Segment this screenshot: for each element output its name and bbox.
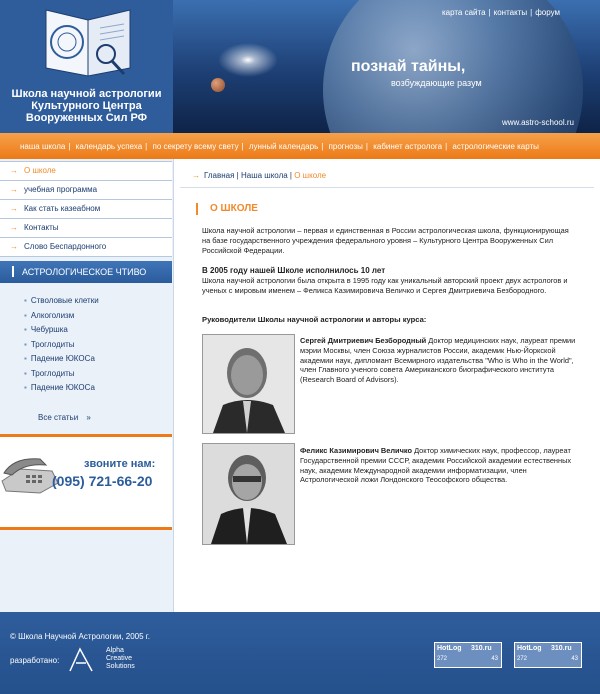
section-title: АСТРОЛОГИЧЕСКОЕ ЧТИВО — [22, 267, 147, 277]
sidebar-item-label: Контакты — [24, 223, 59, 232]
portrait-image — [203, 335, 294, 433]
dev-name-line: Solutions — [106, 663, 135, 670]
leaders-heading: Руководители Школы научной астрологии и авторы курса: — [202, 315, 427, 324]
bullet-icon: ▪ — [24, 368, 27, 378]
logo-line-3: Вооруженных Сил РФ — [25, 112, 148, 124]
dev-name-line: Creative — [106, 655, 133, 662]
developed-label: разработано: — [10, 656, 60, 665]
list-item[interactable] — [24, 325, 99, 340]
sidebar — [0, 159, 174, 612]
call-box — [0, 434, 172, 530]
double-arrow-icon: » — [86, 413, 91, 422]
sidebar-item-become[interactable] — [0, 199, 172, 218]
list-item[interactable] — [24, 296, 99, 311]
arrow-icon: → — [10, 166, 18, 175]
nav-astro-charts[interactable]: астрологические карты — [452, 142, 539, 151]
developer-logo-icon[interactable] — [66, 645, 96, 675]
article-list — [24, 296, 99, 398]
list-item[interactable] — [24, 369, 99, 384]
hotlog-counter[interactable] — [434, 642, 502, 668]
logo-line-1: Школа научной астрологии — [11, 88, 162, 100]
article-link[interactable]: Падение ЮКОСа — [30, 383, 95, 392]
person-photo — [202, 443, 295, 545]
developer-name[interactable] — [106, 647, 135, 671]
logo-line-2: Культурного Центра — [31, 100, 142, 112]
arrow-icon: → — [10, 242, 18, 251]
sidebar-item-label: Слово Беспардонного — [24, 242, 107, 251]
person-name: Феликс Казимирович Величко — [300, 446, 413, 455]
star-image — [213, 40, 283, 80]
slogan-main: познай тайны, — [351, 58, 466, 75]
arrow-icon: → — [192, 171, 200, 180]
arrow-icon: → — [10, 204, 18, 213]
section-bar-icon — [12, 266, 14, 277]
article-link[interactable]: Чебуршка — [30, 325, 68, 334]
counter-site: 310.ru — [471, 645, 492, 652]
list-item[interactable] — [24, 354, 99, 369]
intro-paragraph: Школа научной астрологии – первая и единственная в России астрологическая школа, функционирующая на базе государственного учреждения федерального уровня – Культурного Центра Вооруженных Сил Российской Федерации. — [202, 226, 569, 255]
all-articles-link[interactable] — [38, 413, 91, 422]
page-title-text: О ШКОЛЕ — [210, 203, 258, 214]
counter-title: HotLog — [517, 645, 542, 652]
sidebar-item-word[interactable] — [0, 237, 172, 257]
bullet-icon: ▪ — [24, 339, 27, 349]
list-item[interactable] — [24, 383, 99, 398]
footer — [0, 612, 600, 694]
forum-link[interactable]: форум — [535, 8, 560, 17]
list-item[interactable] — [24, 311, 99, 326]
sidebar-item-program[interactable] — [0, 180, 172, 199]
counter-right-value: 43 — [571, 656, 578, 662]
arrow-icon: → — [10, 223, 18, 232]
person-description: Доктор химических наук, профессор, лауреат Государственной премии СССР, академик Российской академии естественных наук, академик Международной академии информатизации, член Астрологической ложи Лондонского Теософского общества. — [300, 446, 572, 485]
founded-heading: В 2005 году нашей Школе исполнилось 10 лет — [202, 266, 386, 275]
portrait-image — [203, 444, 294, 544]
bullet-icon: ▪ — [24, 383, 27, 392]
all-articles-label: Все статьи — [38, 413, 79, 422]
articles-section-header — [0, 261, 172, 283]
call-label: звоните нам: — [84, 458, 156, 470]
arrow-icon: → — [10, 185, 18, 194]
nav-secret[interactable]: по секрету всему свету — [152, 142, 239, 151]
bullet-icon: ▪ — [24, 325, 27, 334]
phone-number: (095) 721-66-20 — [52, 473, 153, 489]
person-name: Сергей Дмитриевич Безбородный — [300, 336, 427, 345]
sidebar-menu — [0, 161, 172, 257]
slogan-sub: возбуждающие разум — [391, 78, 482, 88]
counter-title: HotLog — [437, 645, 462, 652]
nav-astrologer-cabinet[interactable]: кабинет астролога — [373, 142, 443, 151]
sidebar-item-label: О школе — [24, 166, 56, 175]
sidebar-item-about[interactable] — [0, 161, 172, 180]
counter-left-value: 272 — [517, 656, 528, 662]
person-description: Доктор медицинских наук, лауреат премии мэрии Москвы, член Союза журналистов России, академик Нью-Йоркской академии наук, дипломант Всемирного издательства "Who is Who in the World", член Главного ученого совета Американского биографического института (Research Board of Advisors). — [300, 336, 576, 385]
person-bio — [300, 336, 578, 385]
article-link[interactable]: Алкоголизм — [30, 310, 75, 320]
person-photo — [202, 334, 295, 434]
divider — [180, 187, 594, 188]
bullet-icon: ▪ — [24, 296, 27, 305]
title-bar-icon — [196, 203, 198, 215]
nav-our-school[interactable]: наша школа — [20, 142, 66, 151]
founded-paragraph: Школа научной астрологии была открыта в 1995 году как уникальный авторский проект двух астрологов и ученых с мировым именем – Феликса Казимировича Величко и Сергея Дмитриевича Безбородного. — [202, 276, 568, 295]
nav-success-calendar[interactable]: календарь успеха — [75, 142, 143, 151]
phone-icon — [0, 451, 60, 495]
book-icon — [40, 6, 136, 78]
list-item[interactable] — [24, 340, 99, 355]
counter-right-value: 43 — [491, 656, 498, 662]
moon-image — [211, 78, 225, 92]
sidebar-item-contacts[interactable] — [0, 218, 172, 237]
person-bio — [300, 446, 578, 485]
top-links: карта сайта | контакты | форум — [441, 8, 560, 17]
article-link[interactable]: Стволовые клетки — [30, 296, 99, 305]
article-link[interactable]: Троглодиты — [30, 339, 75, 349]
site-url: www.astro-school.ru — [501, 118, 574, 127]
sidebar-item-label: Как стать казеабном — [24, 204, 101, 213]
article-link[interactable]: Падение ЮКОСа — [30, 354, 95, 363]
breadcrumb-home[interactable]: Главная — [204, 171, 235, 180]
counter-site: 310.ru — [551, 645, 572, 652]
main-content — [174, 159, 600, 612]
nav-forecasts[interactable]: прогнозы — [328, 142, 363, 151]
article-link[interactable]: Троглодиты — [30, 368, 75, 378]
sitemap-link[interactable]: карта сайта — [441, 8, 486, 17]
main-nav: наша школа | календарь успеха | по секрету всему свету | лунный календарь | прогнозы | кабинет астролога | астрологические карты — [0, 133, 600, 159]
header — [0, 0, 600, 133]
breadcrumb-current: О школе — [294, 171, 327, 180]
bullet-icon: ▪ — [24, 354, 27, 363]
dev-name-line: Alpha — [106, 647, 124, 654]
site-logo[interactable] — [0, 0, 173, 133]
counter-left-value: 272 — [437, 656, 448, 662]
hotlog-counter[interactable] — [514, 642, 582, 668]
logo-text — [0, 88, 173, 124]
bullet-icon: ▪ — [24, 310, 27, 320]
sidebar-item-label: учебная программа — [24, 185, 98, 194]
breadcrumb: → Главная | Наша школа | О школе — [192, 171, 327, 180]
nav-lunar-calendar[interactable]: лунный календарь — [248, 142, 319, 151]
header-banner — [173, 0, 600, 133]
breadcrumb-school[interactable]: Наша школа — [240, 171, 288, 180]
contacts-link[interactable]: контакты — [493, 8, 528, 17]
copyright: © Школа Научной Астрологии, 2005 г. — [10, 632, 150, 641]
